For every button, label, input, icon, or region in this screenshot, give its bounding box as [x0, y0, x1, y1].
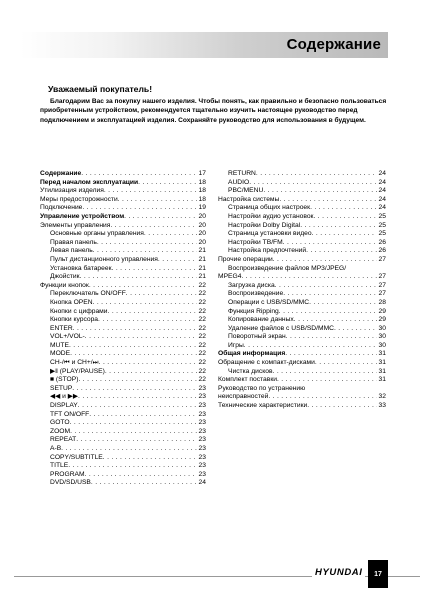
toc-leader-dots [256, 170, 377, 179]
toc-entry [218, 393, 386, 402]
toc-entry [218, 333, 386, 342]
toc-entry-page: 24 [198, 479, 206, 487]
toc-entry-page: 18 [198, 178, 206, 186]
toc-leader-dots [315, 359, 377, 368]
toc-entry [218, 316, 386, 325]
toc-entry-title: Страница общих настроек [228, 204, 311, 212]
toc-entry [40, 247, 206, 256]
toc-entry [40, 222, 206, 231]
toc-entry-page: 22 [198, 307, 206, 315]
toc-leader-dots [112, 265, 197, 274]
toc-entry-title: Чистка дисков [228, 367, 273, 375]
toc-entry-title: Настройка предпочтений [228, 247, 307, 255]
toc-entry-page: 33 [378, 402, 386, 410]
toc-leader-dots [105, 368, 197, 377]
toc-entry-page: 22 [198, 350, 206, 358]
toc-entry-page: 24 [378, 170, 386, 177]
toc-leader-dots [126, 290, 197, 299]
toc-entry-title: Настройки аудио установок [228, 212, 314, 220]
toc-entry-title: Копирование данных [228, 316, 294, 324]
toc-entry [218, 265, 386, 274]
toc-entry-page: 21 [198, 255, 206, 263]
toc-entry-title: Настройка системы [218, 195, 280, 203]
toc-entry-title: SETUP [50, 384, 73, 392]
toc-entry-page: 22 [198, 341, 206, 349]
toc-entry [218, 325, 386, 334]
toc-entry-page: 23 [198, 470, 206, 478]
toc-leader-dots [108, 308, 197, 317]
toc-entry-page: 24 [378, 187, 386, 195]
toc-entry-page: 29 [378, 316, 386, 324]
toc-entry [218, 187, 386, 196]
toc-entry-title: DISPLAY [50, 402, 78, 410]
toc-entry-title: Прочие операции [218, 255, 273, 263]
toc-entry-title: Настройки TB/FM [228, 238, 283, 246]
toc-entry [218, 222, 386, 231]
toc-entry-title: Кнопки курсора [50, 316, 99, 324]
toc-entry-page: 24 [378, 178, 386, 186]
toc-leader-dots [279, 308, 377, 317]
toc-entry-page: 22 [198, 324, 206, 332]
toc-entry [40, 411, 206, 420]
toc-entry-page: 21 [198, 273, 206, 281]
toc-entry-page: 22 [198, 333, 206, 341]
toc-entry-title: AUDIO [228, 178, 250, 186]
toc-leader-dots [118, 196, 197, 205]
toc-entry-page: 20 [198, 238, 206, 246]
toc-leader-dots [91, 479, 197, 488]
toc-leader-dots [70, 419, 197, 428]
toc-entry [40, 471, 206, 480]
toc-leader-dots [85, 471, 197, 480]
toc-entry-page: 22 [198, 298, 206, 306]
toc-leader-dots [78, 393, 197, 402]
toc-leader-dots [69, 342, 197, 351]
toc-entry-page: 31 [378, 367, 386, 375]
toc-entry [40, 299, 206, 308]
intro-paragraph: Благодарим Вас за покупку нашего изделия. Чтобы понять, как правильно и безопасно пользоваться приобретенным устройством, рекомендуется тщательно изучить настоящее руководство перед подключением и эксплуатацией изделия. Сохраняйте руководство для использования в будущем. [40, 98, 387, 124]
toc-entry-page: 24 [378, 204, 386, 212]
toc-entry-title: Руководство по устранению [218, 384, 306, 392]
toc-entry-page: 31 [378, 359, 386, 367]
toc-entry-title: MUTE [50, 341, 69, 349]
toc-entry [40, 204, 206, 213]
toc-entry [218, 179, 386, 188]
toc-leader-dots [286, 333, 377, 342]
toc-entry [40, 393, 206, 402]
toc-leader-dots [249, 179, 376, 188]
toc-entry [40, 170, 206, 179]
toc-entry-page: 20 [198, 212, 206, 220]
toc-entry [40, 359, 206, 368]
toc-entry [40, 256, 206, 265]
toc-entry-title: ENTER [50, 324, 73, 332]
toc-leader-dots [93, 299, 197, 308]
toc-entry-title: Элементы управления [40, 221, 111, 229]
toc-entry-page: 29 [378, 307, 386, 315]
toc-entry-title: Страница установки видео [228, 230, 312, 238]
toc-entry-title: Перед началом эксплуатации [40, 178, 139, 186]
toc-leader-dots [334, 325, 377, 334]
toc-entry [218, 230, 386, 239]
toc-entry-title: Переключатель ON/OFF [50, 290, 126, 298]
toc-entry [40, 230, 206, 239]
toc-entry-page: 31 [378, 350, 386, 358]
toc-entry-page: 20 [198, 221, 206, 229]
toc-entry-title: Правая панель [50, 238, 97, 246]
toc-leader-dots [124, 213, 196, 222]
toc-leader-dots [81, 170, 196, 179]
toc-entry [40, 179, 206, 188]
toc-leader-dots [283, 290, 376, 299]
toc-entry-title: Кнопка OPEN [50, 298, 93, 306]
greeting-heading: Уважаемый покупатель! [48, 84, 153, 94]
toc-entry-title: GOTO [50, 419, 70, 427]
toc-entry [40, 265, 206, 274]
toc-leader-dots [144, 230, 197, 239]
toc-entry [40, 428, 206, 437]
toc-entry-page: 24 [378, 195, 386, 203]
toc-entry-title: Управление устройством [40, 212, 125, 220]
toc-entry [40, 419, 206, 428]
toc-entry [40, 402, 206, 411]
toc-entry-page: 23 [198, 445, 206, 452]
toc-leader-dots [158, 256, 197, 265]
toc-entry [40, 239, 206, 248]
toc-leader-dots [72, 385, 196, 394]
toc-entry [40, 454, 206, 463]
toc-entry-page: 23 [198, 462, 206, 470]
toc-right-column [218, 170, 386, 411]
toc-leader-dots [93, 247, 197, 256]
toc-leader-dots [300, 222, 376, 231]
toc-leader-dots [110, 222, 196, 231]
toc-entry-page: 28 [378, 298, 386, 306]
toc-entry [40, 368, 206, 377]
toc-entry-title: ■ (STOP) [50, 376, 79, 384]
toc-entry-page: 23 [198, 453, 206, 461]
toc-entry-title: Комплект поставки [218, 376, 277, 384]
toc-leader-dots [70, 428, 196, 437]
page-title: Содержание [286, 36, 381, 53]
toc-entry-title: PROGRAM [50, 470, 85, 478]
toc-leader-dots [78, 402, 197, 411]
toc-entry-title: RETURN [228, 170, 256, 177]
toc-leader-dots [310, 204, 376, 213]
toc-leader-dots [70, 350, 196, 359]
toc-entry [218, 359, 386, 368]
toc-entry-page: 17 [198, 170, 206, 177]
toc-entry-title: Настройки Dolby Digital [228, 221, 301, 229]
toc-entry-title: Функции кнопок [40, 281, 89, 289]
toc-entry-page: 23 [198, 436, 206, 444]
toc-leader-dots [275, 282, 377, 291]
toc-entry [218, 247, 386, 256]
toc-entry-page: 27 [378, 273, 386, 281]
toc-entry-page: 23 [198, 427, 206, 435]
toc-entry-page: 20 [198, 230, 206, 238]
toc-entry-title: Содержание [40, 170, 82, 177]
toc-entry-page: 18 [198, 187, 206, 195]
toc-entry-page: 22 [198, 281, 206, 289]
toc-entry [218, 170, 386, 179]
toc-entry-title: ZOOM [50, 427, 71, 435]
toc-entry-title: Игры [228, 341, 244, 349]
toc-entry-title: Воспроизведение [228, 290, 284, 298]
toc-entry [218, 213, 386, 222]
toc-leader-dots [241, 273, 376, 282]
toc-entry-page: 30 [378, 333, 386, 341]
toc-leader-dots [78, 376, 196, 385]
toc-entry [218, 256, 386, 265]
toc-entry-page: 22 [198, 290, 206, 298]
toc-entry-page: 25 [378, 212, 386, 220]
toc-entry-page: 25 [378, 221, 386, 229]
toc-entry [40, 350, 206, 359]
toc-leader-dots [273, 368, 377, 377]
toc-leader-dots [263, 187, 376, 196]
toc-entry-page: 23 [198, 384, 206, 392]
toc-entry-title: Удаление файлов с USB/SD/MMC [228, 324, 334, 332]
toc-entry [40, 187, 206, 196]
toc-entry-page: 22 [198, 367, 206, 375]
toc-entry [40, 385, 206, 394]
toc-entry [218, 350, 386, 359]
toc-entry-title: Технические характеристики [218, 402, 308, 410]
toc-entry [40, 376, 206, 385]
toc-entry-page: 25 [378, 230, 386, 238]
toc-entry-title: MODE [50, 350, 71, 358]
toc-entry-title: Загрузка диска [228, 281, 275, 289]
toc-leader-dots [76, 436, 196, 445]
toc-entry [40, 445, 206, 454]
toc-entry [218, 290, 386, 299]
toc-entry [40, 462, 206, 471]
toc-entry [40, 325, 206, 334]
toc-entry-title: Функция Ripping [228, 307, 279, 315]
toc-leader-dots [104, 187, 197, 196]
toc-entry-title: DVD/SD/USB [50, 479, 91, 487]
toc-entry [40, 308, 206, 317]
toc-entry [40, 316, 206, 325]
toc-leader-dots [89, 282, 197, 291]
toc-leader-dots [307, 402, 376, 411]
toc-entry [218, 282, 386, 291]
brand-logo: HYUNDAI [312, 567, 365, 578]
toc-entry [40, 282, 206, 291]
toc-entry [218, 402, 386, 411]
toc-entry-page: 27 [378, 281, 386, 289]
toc-leader-dots [82, 204, 196, 213]
toc-entry-page: 21 [198, 264, 206, 272]
toc-leader-dots [277, 376, 377, 385]
toc-entry [218, 204, 386, 213]
toc-entry [218, 273, 386, 282]
toc-entry [40, 333, 206, 342]
toc-entry-page: 22 [198, 359, 206, 367]
toc-entry-page: 23 [198, 410, 206, 418]
toc-entry-title: REPEAT [50, 436, 77, 444]
toc-entry-title: Меры предосторожности [40, 195, 118, 203]
toc-leader-dots [306, 247, 376, 256]
toc-entry-title: ▶‖ (PLAY/PAUSE) [50, 367, 105, 375]
toc-leader-dots [99, 359, 197, 368]
toc-leader-dots [85, 333, 197, 342]
toc-leader-dots [273, 256, 377, 265]
toc-entry-title: неисправностей [218, 393, 269, 401]
toc-leader-dots [268, 393, 376, 402]
toc-leader-dots [89, 411, 196, 420]
toc-leader-dots [294, 316, 377, 325]
toc-entry-title: Операции с USB/SD/MMC [228, 298, 310, 306]
toc-entry-page: 26 [378, 247, 386, 255]
toc-entry [218, 308, 386, 317]
toc-entry-title: CH-/⏮ и CH+/⏭ [50, 359, 99, 367]
toc-entry [40, 196, 206, 205]
toc-entry-page: 23 [198, 402, 206, 410]
toc-entry-page: 23 [198, 393, 206, 401]
toc-leader-dots [61, 445, 196, 454]
toc-leader-dots [138, 179, 196, 188]
toc-entry-title: PBC/MENU [228, 187, 264, 195]
toc-left-column [40, 170, 206, 488]
toc-leader-dots [68, 462, 196, 471]
toc-entry-page: 23 [198, 419, 206, 427]
toc-entry-page: 22 [198, 316, 206, 324]
toc-entry-title: TFT ON/OFF [50, 410, 90, 418]
toc-leader-dots [313, 213, 376, 222]
toc-entry-title: Джойстик [50, 273, 80, 281]
toc-entry-title: ◀◀ и ▶▶ [50, 393, 79, 401]
toc-entry-page: 26 [378, 238, 386, 246]
toc-entry [218, 376, 386, 385]
toc-entry-title: Пульт дистанционного управления [50, 255, 158, 263]
toc-entry-page: 31 [378, 376, 386, 384]
toc-entry-title: Обращение с компакт-дисками [218, 359, 315, 367]
toc-entry-page: 19 [198, 204, 206, 212]
toc-entry-title: Подключение [40, 204, 83, 212]
toc-entry [40, 436, 206, 445]
toc-entry [40, 273, 206, 282]
toc-leader-dots [285, 350, 376, 359]
page-number: 17 [368, 560, 388, 588]
toc-entry-title: Воспроизведение файлов MP3/JPEG/ [228, 264, 347, 272]
toc-entry-page: 18 [198, 195, 206, 203]
toc-leader-dots [80, 273, 197, 282]
toc-entry [40, 479, 206, 488]
toc-entry-page: 30 [378, 324, 386, 332]
toc-entry-title: Утилизация изделия [40, 187, 104, 195]
toc-entry-page: 30 [378, 341, 386, 349]
toc-leader-dots [97, 239, 197, 248]
toc-leader-dots [98, 316, 197, 325]
toc-entry-title: A-B [50, 445, 62, 452]
toc-entry [218, 368, 386, 377]
toc-leader-dots [312, 230, 377, 239]
toc-entry-title: TITLE [50, 462, 69, 470]
toc-entry [40, 290, 206, 299]
toc-entry-title: MPEG4 [218, 273, 242, 281]
toc-entry-page: 21 [198, 247, 206, 255]
toc-entry-title: Поворотный экран [228, 333, 286, 341]
toc-leader-dots [309, 299, 376, 308]
toc-entry-title: VOL+/VOL- [50, 333, 85, 341]
toc-entry-title: Левая панель [50, 247, 93, 255]
toc-entry-title: Установка батареек [50, 264, 112, 272]
toc-entry-title: Общая информация [218, 350, 286, 358]
toc-leader-dots [73, 325, 197, 334]
toc-entry-page: 22 [198, 376, 206, 384]
toc-entry-page: 32 [378, 393, 386, 401]
toc-entry-title: Кнопки с цифрами [50, 307, 108, 315]
toc-entry-title: Основные органы управления [50, 230, 144, 238]
toc-entry [40, 213, 206, 222]
toc-entry-page: 27 [378, 290, 386, 298]
toc-entry-title: COPY/SUBTITLE [50, 453, 103, 461]
toc-entry [218, 299, 386, 308]
toc-entry [40, 342, 206, 351]
toc-entry-page: 27 [378, 255, 386, 263]
toc-leader-dots [103, 454, 197, 463]
